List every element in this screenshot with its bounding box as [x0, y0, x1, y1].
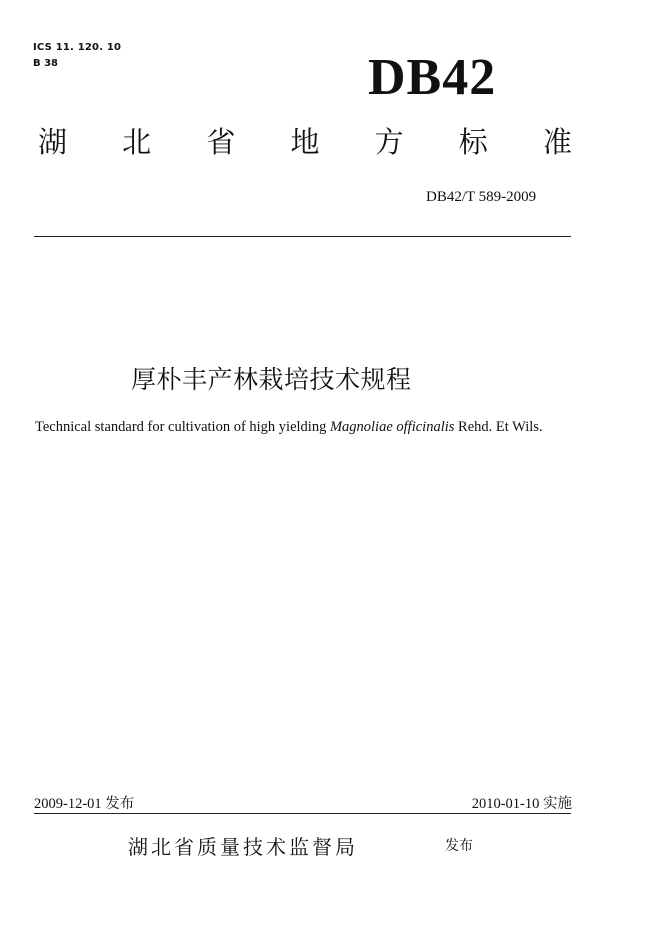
standard-category-heading	[38, 125, 572, 168]
top-divider	[34, 236, 571, 237]
standard-number: DB42/T 589-2009	[426, 189, 537, 205]
title-english-species: Magnoliae officinalis	[329, 419, 455, 435]
heading-char: 北	[122, 125, 152, 159]
heading-char: 方	[374, 125, 404, 159]
effective-date: 2010-01-10 实施	[471, 796, 572, 812]
publish-date: 2009-12-01 发布	[34, 796, 135, 812]
heading-char: 地	[290, 125, 320, 159]
heading-char: 准	[542, 125, 572, 159]
document-title-english	[35, 419, 543, 436]
issued-label: 发布	[445, 838, 473, 854]
title-english-suffix: Rehd. Et Wils.	[454, 419, 543, 435]
heading-char: 标	[458, 125, 488, 159]
document-title-chinese: 厚朴丰产林栽培技术规程	[131, 365, 412, 394]
title-english-prefix: Technical standard for cultivation of high yielding	[35, 419, 330, 435]
bottom-divider	[34, 813, 571, 814]
issuing-authority: 湖北省质量技术监督局	[128, 835, 358, 859]
heading-char: 省	[206, 125, 236, 159]
ics-code: ICS 11. 120. 10	[33, 42, 122, 53]
ccs-code: B 38	[33, 58, 59, 69]
heading-char: 湖	[38, 125, 68, 159]
standard-brand-logo: DB42	[368, 49, 497, 106]
